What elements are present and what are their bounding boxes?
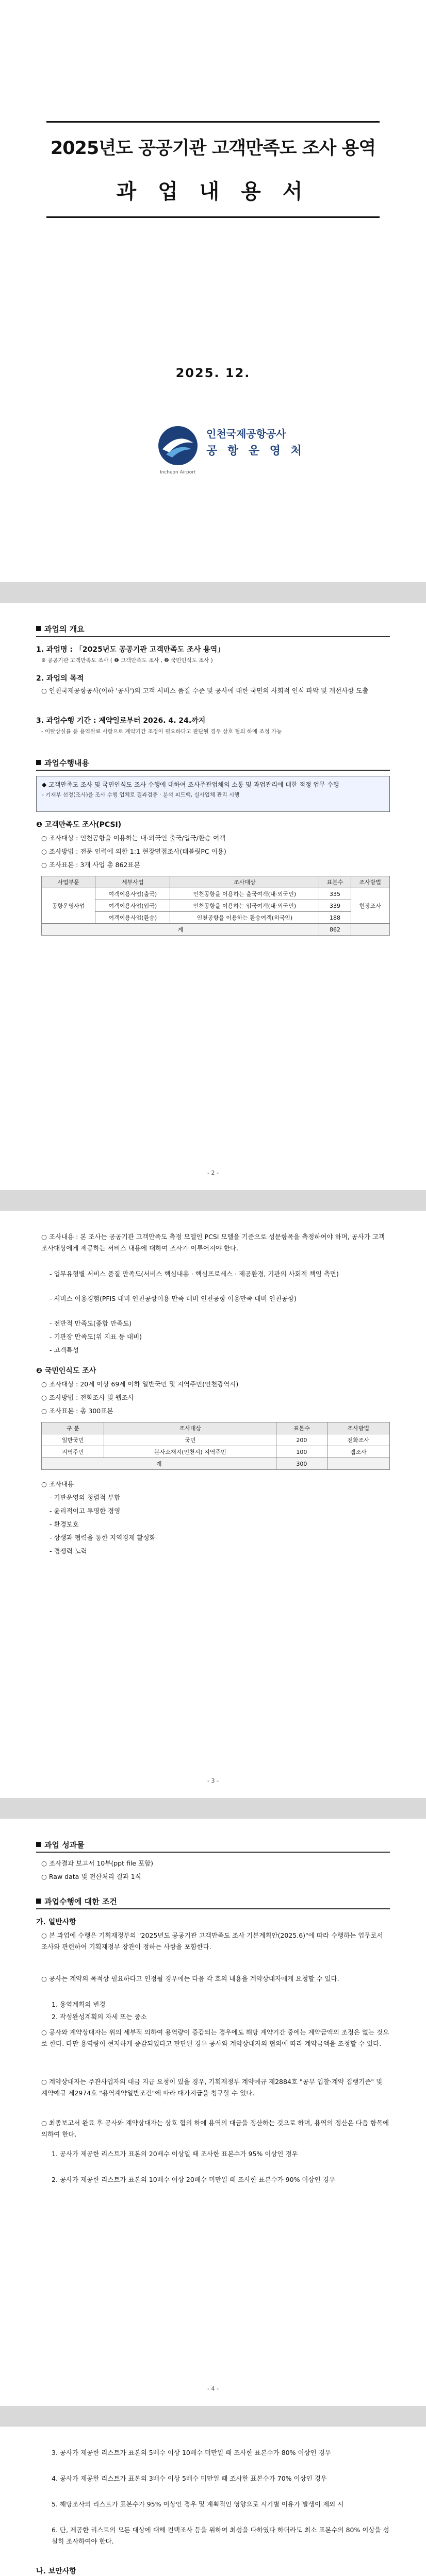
general-heading: 가. 일반사항 <box>36 1918 76 1926</box>
perception-content-item: - 기관운영의 청렴적 부합 <box>50 1494 121 1501</box>
pcsi-sample: ○ 조사표본 : 3개 사업 총 862표본 <box>41 861 140 869</box>
table-total-row <box>42 1458 390 1470</box>
table-row <box>42 888 390 900</box>
table-header: 사업부문 <box>42 876 95 888</box>
pcsi-content-item: - 기관장 만족도(위 지표 등 대비) <box>50 1333 142 1341</box>
table-header-row <box>42 876 390 888</box>
table-cell <box>327 1458 390 1470</box>
page-4 <box>0 1819 426 2406</box>
table-cell: 일반국민 <box>42 1434 104 1446</box>
section-work-title: 과업수행내용 <box>36 757 89 768</box>
section-rule <box>36 770 390 771</box>
square-bullet-icon <box>36 760 41 765</box>
pcsi-content-item: - 서비스 이용경험(PFIS 대비 인천공항이용 만족 대비 인천공항 이용만족 대비 인천공항) <box>50 1295 297 1302</box>
perception-content-item: - 경쟁력 노력 <box>50 1547 87 1555</box>
general-item: ○ 본 과업에 수행은 기획재정부의 "2025년도 공공기관 고객만족도 조사 기본계획안(2025.6)"에 따라 수행하는 업무로서 조사와 관련하여 기획재정부 장관이 정하는 사항을 포함한다. <box>41 1931 383 1951</box>
table-cell: 여객이용사업(입국) <box>95 900 170 912</box>
section-rule <box>36 636 390 637</box>
table-cell: 300 <box>276 1458 327 1470</box>
square-bullet-icon <box>36 1899 41 1904</box>
perception-sample-table <box>41 1422 390 1470</box>
table-cell: 지역주민 <box>42 1446 104 1458</box>
section-overview-title: 과업의 개요 <box>36 623 85 634</box>
table-cell: 본사소재지(인천시) 지역주민 <box>104 1446 276 1458</box>
pcsi-heading: ❶ 고객만족도 조사(PCSI) <box>36 821 122 829</box>
table-total-row <box>42 924 390 936</box>
section-conditions-title: 과업수행에 대한 조건 <box>36 1896 117 1907</box>
general-subitem: 5. 해당조사의 리스트가 표본수가 95% 이상인 경우 및 계획적인 영향으로 시기별 이유가 발생이 제외 시 <box>52 2500 344 2508</box>
airport-logo-icon <box>155 422 201 469</box>
table-cell: 웹조사 <box>327 1446 390 1458</box>
general-subitem: 2. 작성완성계획의 자세 또는 중소 <box>52 2013 147 2021</box>
table-header: 조사대상 <box>170 876 319 888</box>
organization-name-en: Incheon Airport <box>160 470 196 475</box>
table-cell <box>351 924 390 936</box>
cover-top-rule <box>46 121 380 123</box>
task-name-note: ※ 공공기관 고객만족도 조사 ( ❶ 고객만족도 조사 , ❷ 국민인식도 조사 ) <box>41 657 213 664</box>
table-cell: 339 <box>319 900 351 912</box>
page-gap <box>0 1798 426 1819</box>
general-subitem: 1. 공사가 제공한 리스트가 표본의 20배수 이상일 때 조사한 표본수가 95% 이상인 경우 <box>52 2150 298 2158</box>
table-header: 조사대상 <box>104 1422 276 1434</box>
cover-date: 2025. 12. <box>175 366 251 380</box>
perception-target: ○ 조사대상 : 20세 이상 69세 이하 일반국민 및 지역주민(인천광역시) <box>41 1380 239 1388</box>
cover-doc-title: 과 업 내 용 서 <box>116 180 310 204</box>
page-number: - 4 - <box>207 2385 219 2392</box>
page-number: - 2 - <box>207 1170 219 1176</box>
organization-logo <box>155 422 305 479</box>
pcsi-content-item: - 고객특성 <box>50 1346 79 1354</box>
perception-sample: ○ 조사표본 : 총 300표본 <box>41 1407 113 1415</box>
table-cell: 국민 <box>104 1434 276 1446</box>
period-heading: 3. 과업수행 기간 : 계약일로부터 2026. 4. 24.까지 <box>36 717 206 725</box>
pcsi-sample-table <box>41 876 390 936</box>
general-item: ○ 공사는 계약의 목적상 필요하다고 인정될 경우에는 다음 각 호의 내용을 계약상대자에게 요청할 수 있다. <box>41 1975 339 1982</box>
deliverable-item: ○ Raw data 및 전산처리 결과 1식 <box>41 1873 141 1880</box>
section-rule <box>36 1908 390 1909</box>
pcsi-content: ○ 조사내용 : 본 조사는 공공기관 고객만족도 측정 모델인 PCSI 모델을 기준으로 성문항목을 측정하여야 하며, 공사가 고객조사대상에게 제공하는 서비스 내용에 대하여 조사가 이루어져야 한다. <box>41 1233 385 1252</box>
general-item: ○ 계약상대자는 주관사업자의 대금 지급 요청이 있을 경우, 기획재정부 계약예규 제2884호 "공무 입찰·계약 집행기준" 및 계약예규 제2974호 "용역계약일반조건"에 따라 대가지급을 청구할 수 있다. <box>41 2078 383 2097</box>
section-rule <box>36 1852 390 1853</box>
table-cell: 계 <box>42 1458 276 1470</box>
security-heading: 나. 보안사항 <box>36 2567 76 2575</box>
cover-bottom-rule <box>46 216 380 218</box>
department-name: 공 항 운 영 처 <box>206 445 305 457</box>
table-cell: 862 <box>319 924 351 936</box>
table-header: 조사방법 <box>351 876 390 888</box>
page-gap <box>0 582 426 603</box>
page-number: - 3 - <box>207 1777 219 1784</box>
page-5 <box>0 2427 426 2576</box>
section-deliverables-title: 과업 성과물 <box>36 1839 85 1850</box>
task-name-heading: 1. 과업명 : 「2025년도 공공기관 고객만족도 조사 용역」 <box>36 646 225 654</box>
pcsi-method: ○ 조사방법 : 전문 인력에 의한 1:1 현장면접조사(태블릿PC 이용) <box>41 848 226 855</box>
table-header: 표본수 <box>276 1422 327 1434</box>
work-summary-box <box>36 776 390 812</box>
perception-content-item: - 상생과 협력을 통한 지역경제 활성화 <box>50 1534 156 1541</box>
table-row <box>42 1446 390 1458</box>
general-subitem: 4. 공사가 제공한 리스트가 표본의 3배수 이상 5배수 미만일 때 조사한 표본수가 70% 이상인 경우 <box>52 2475 327 2482</box>
table-cell: 335 <box>319 888 351 900</box>
page-3 <box>0 1211 426 1798</box>
general-item: ○ 최종보고서 완료 후 공사와 계약상대자는 상호 협의 하에 용역의 대금을 정산하는 것으로 하며, 용역의 정산은 다음 항목에 의하여 한다. <box>41 2119 389 2138</box>
perception-method: ○ 조사방법 : 전화조사 및 웹조사 <box>41 1394 134 1401</box>
cover-page <box>0 0 426 582</box>
general-subitem: 2. 공사가 제공한 리스트가 표본의 10배수 이상 20배수 미만일 때 조사한 표본수가 90% 이상인 경우 <box>52 2176 335 2183</box>
table-cell: 인천공항을 이용하는 입국여객(내·외국인) <box>170 900 319 912</box>
perception-content-item: - 환경보호 <box>50 1520 79 1528</box>
table-cell: 여객이용사업(환승) <box>95 912 170 924</box>
work-summary-line: ◆ 고객만족도 조사 및 국민인식도 조사 수행에 대하여 조사주관업체의 소통 및 과업관리에 대한 적정 업무 수행 <box>42 781 339 788</box>
work-summary-note: - 기재부 선정(조사)을 조사 수행 업체로 결과검증 · 분석 피드백, 실사업체 관리 시행 <box>42 792 240 798</box>
table-cell: 현장조사 <box>351 888 390 924</box>
deliverable-item: ○ 조사결과 보고서 10부(ppt file 포함) <box>41 1859 153 1867</box>
table-header: 구 분 <box>42 1422 104 1434</box>
table-cell: 공항운영사업 <box>42 888 95 924</box>
table-cell: 인천공항을 이용하는 환승여객(외국인) <box>170 912 319 924</box>
pcsi-content-item: - 전반적 만족도(종합 만족도) <box>50 1319 132 1327</box>
table-cell: 계 <box>42 924 319 936</box>
organization-name: 인천국제공항공사 <box>206 428 286 440</box>
perception-content-item: - 윤리적이고 투명한 경영 <box>50 1507 121 1515</box>
table-cell: 전화조사 <box>327 1434 390 1446</box>
table-row <box>42 1434 390 1446</box>
table-cell: 여객이용사업(출국) <box>95 888 170 900</box>
general-subitem: 3. 공사가 제공한 리스트가 표본의 5배수 이상 10배수 미만일 때 조사한 표본수가 80% 이상인 경우 <box>52 2449 331 2456</box>
general-subitem: 1. 용역계획의 변경 <box>52 2001 106 2008</box>
square-bullet-icon <box>36 1842 41 1847</box>
table-header-row <box>42 1422 390 1434</box>
perception-content: ○ 조사내용 <box>41 1480 74 1488</box>
page-gap <box>0 1190 426 1211</box>
general-subitem: 6. 단, 제공한 리스트의 모든 대상에 대해 컨택조사 등을 위하여 최성을 다하였다 하더라도 최소 표본수의 80% 이상을 성실히 조사하여야 한다. <box>52 2526 389 2545</box>
page-gap <box>0 2406 426 2427</box>
table-cell: 100 <box>276 1446 327 1458</box>
public-perception-heading: ❷ 국민인식도 조사 <box>36 1367 96 1375</box>
period-note: - 이탈상실률 등 용역완료 사항으로 계약기간 조정이 필요하다고 판단될 경우 상호 협의 하에 조정 가능 <box>41 728 282 735</box>
square-bullet-icon <box>36 626 41 631</box>
cover-title-line: 2025년도 공공기관 고객만족도 조사 용역 <box>50 138 376 159</box>
general-item: ○ 공사와 계약상대자는 위의 세부적 의하여 용역량이 증감되는 경우에도 해당 계약기간 중에는 계약금액의 조정은 없는 것으로 한다. 다만 용역량이 현저하게 증감되었다고 판단된 경우 공사와 계약상대자의 협의에 따라 계약금액을 조정할 수 있다. <box>41 2028 389 2047</box>
table-header: 세부사업 <box>95 876 170 888</box>
table-cell: 188 <box>319 912 351 924</box>
table-header: 표본수 <box>319 876 351 888</box>
pcsi-content-item: - 업무유형별 서비스 품질 만족도(서비스 핵심내용 · 핵심프로세스 · 제공환경, 기관의 사회적 책임 측면) <box>50 1270 339 1278</box>
purpose-text: ○ 인천국제공항공사(이하 '공사')의 고객 서비스 품질 수준 및 공사에 대한 국민의 사회적 인식 파악 및 개선사항 도출 <box>41 687 369 694</box>
table-cell: 인천공항을 이용하는 출국여객(내·외국인) <box>170 888 319 900</box>
table-cell: 200 <box>276 1434 327 1446</box>
table-header: 조사방법 <box>327 1422 390 1434</box>
page-2 <box>0 603 426 1190</box>
purpose-heading: 2. 과업의 목적 <box>36 674 84 683</box>
pcsi-target: ○ 조사대상 : 인천공항을 이용하는 내·외국인 출국/입국/환승 여객 <box>41 834 226 842</box>
